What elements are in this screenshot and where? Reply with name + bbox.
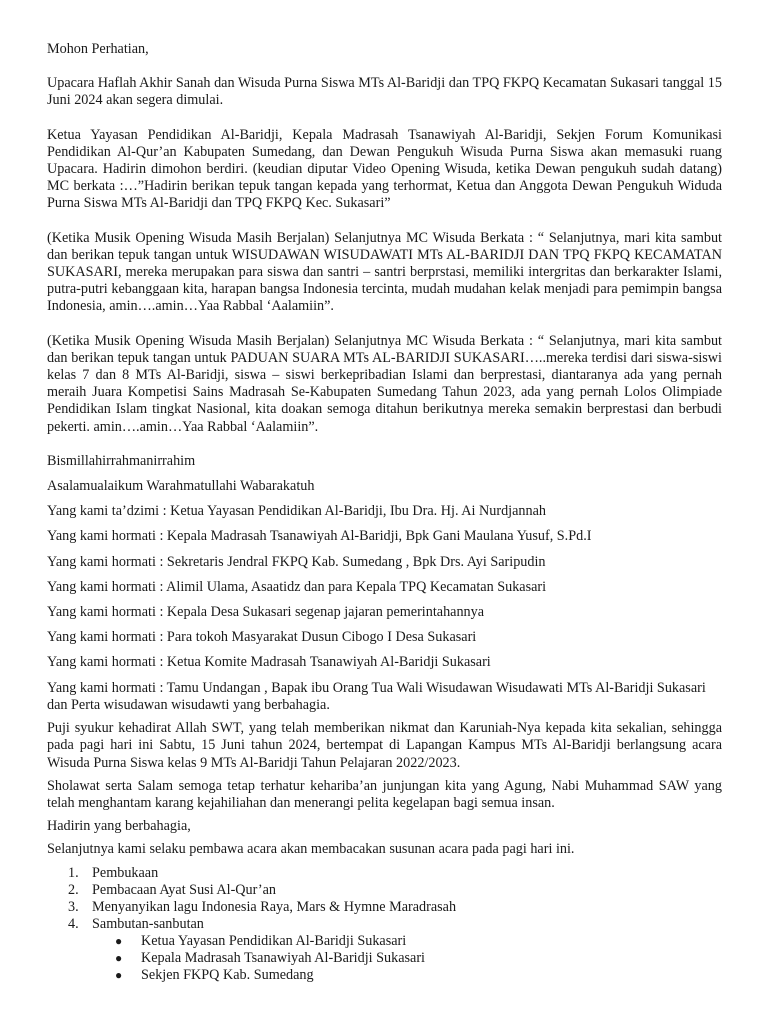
sambutan-item	[92, 933, 722, 950]
agenda-number: 3.	[68, 898, 79, 915]
agenda-number: 2.	[68, 881, 79, 898]
respect-line: Yang kami hormati : Tamu Undangan , Bapak ibu Orang Tua Wali Wisudawan Wisudawati MTs Al-Baridji Sukasari dan Perta wisudawan wisudawti yang berbahagia.	[47, 679, 706, 713]
document-page	[47, 41, 722, 984]
respect-line: Yang kami hormati : Alimil Ulama, Asaatidz dan para Kepala TPQ Kecamatan Sukasari	[47, 578, 547, 595]
respect-line: Yang kami hormati : Kepala Desa Sukasari segenap jajaran pemerintahannya	[47, 604, 485, 621]
agenda-item	[47, 899, 722, 916]
sambutan-item	[92, 950, 722, 967]
respect-line: Yang kami hormati : Kepala Madrasah Tsanawiyah Al-Baridji, Bpk Gani Maulana Yusuf, S.Pd.I	[47, 528, 592, 545]
paragraph-wisudawan-welcome: (Ketika Musik Opening Wisuda Masih Berjalan) Selanjutnya MC Wisuda Berkata : “ Selanjutnya, mari kita sambut dan berikan tepuk tangan untuk WISUDAWAN WISUDAWATI MTs AL-BARIDJI DAN TPQ FKPQ KECAMATAN SUKASARI, mereka merupakan para siswa dan santri – santri berprstasi, memiliki intergritas dan berkarakter Islami, putra-putri kebanggaan kita, harapan bangsa Indonesia tercinta, mudah mudahan kelak menjadi para pemimpin bangsa Indonesia, amin….amin…Yaa Rabbal ‘Aalamiin”.	[47, 229, 722, 315]
bullet-icon: ●	[115, 950, 123, 965]
respect-line: Yang kami ta’dzimi : Ketua Yayasan Pendidikan Al-Baridji, Ibu Dra. Hj. Ai Nurdjannah	[47, 503, 546, 520]
greeting: Mohon Perhatian,	[47, 41, 149, 57]
agenda-list	[47, 865, 722, 984]
agenda-label: Pembacaan Ayat Susi Al-Qur’an	[92, 881, 277, 898]
salam: Asalamualaikum Warahmatullahi Wabarakatuh	[47, 478, 315, 495]
agenda-number: 4.	[68, 915, 79, 932]
paragraph-announcement: Upacara Haflah Akhir Sanah dan Wisuda Purna Siswa MTs Al-Baridji dan TPQ FKPQ Kecamatan Sukasari tanggal 15 Juni 2024 akan segera dimulai.	[47, 75, 722, 109]
sambutan-label: Ketua Yayasan Pendidikan Al-Baridji Sukasari	[141, 932, 407, 949]
agenda-label: Pembukaan	[92, 864, 159, 881]
sambutan-label: Kepala Madrasah Tsanawiyah Al-Baridji Sukasari	[141, 949, 425, 966]
agenda-item	[47, 865, 722, 882]
agenda-label: Sambutan-sanbutan	[92, 915, 204, 932]
bismillah: Bismillahirrahmanirrahim	[47, 452, 196, 469]
sambutan-label: Sekjen FKPQ Kab. Sumedang	[141, 966, 314, 983]
paragraph-susunan-intro: Selanjutnya kami selaku pembawa acara akan membacakan susunan acara pada pagi hari ini.	[47, 841, 575, 858]
agenda-item	[47, 916, 722, 984]
paragraph-choir-welcome: (Ketika Musik Opening Wisuda Masih Berjalan) Selanjutnya MC Wisuda Berkata : “ Selanjutnya, mari kita sambut dan berikan tepuk tangan untuk PADUAN SUARA MTs AL-BARIDJI SUKASARI…..mereka terdisi dari siswa-siswi kelas 7 dan 8 MTs Al-Baridji, siswa – siswi berkepribadian Islami dan berprestasi, diantaranya ada yang pernah meraih Juara Kompetisi Sains Madrasah Se-Kabupaten Sumedang Tahun 2023, ada yang pernah Lolos Olimpiade Pendidikan Islam tingkat Nasional, kita doakan semoga ditahun berikutnya mereka semakin berprestasi dan berbudi pekerti. amin….amin…Yaa Rabbal ‘Aalamiin”.	[47, 332, 722, 435]
bullet-icon: ●	[115, 967, 123, 982]
respect-line: Yang kami hormati : Para tokoh Masyarakat Dusun Cibogo I Desa Sukasari	[47, 629, 477, 646]
paragraph-hadirin: Hadirin yang berbahagia,	[47, 818, 191, 835]
agenda-number: 1.	[68, 864, 79, 881]
sambutan-list	[92, 933, 722, 984]
bullet-icon: ●	[115, 933, 123, 948]
agenda-label: Menyanyikan lagu Indonesia Raya, Mars & Hymne Maradrasah	[92, 898, 457, 915]
sambutan-item	[92, 967, 722, 984]
paragraph-puji-syukur: Puji syukur kehadirat Allah SWT, yang telah memberikan nikmat dan Karuniah-Nya kepada kita sekalian, sehingga pada pagi hari ini Sabtu, 15 Juni tahun 2024, bertempat di Lapangan Kampus MTs Al-Baridji berlangsung acara Wisuda Purna Siswa kelas 9 MTs Al-Baridji Tahun Pelajaran 2022/2023.	[47, 720, 722, 771]
paragraph-dignitaries-entry: Ketua Yayasan Pendidikan Al-Baridji, Kepala Madrasah Tsanawiyah Al-Baridji, Sekjen Forum Komunikasi Pendidikan Al-Qur’an Kabupaten Sumedang, dan Dewan Pengukuh Wisuda Purna Siswa akan memasuki ruang Upacara. Hadirin dimohon berdiri. (keudian diputar Video Opening Wisuda, ketika Dewan pengukuh sudah datang) MC berkata :…”Hadirin berikan tepuk tangan kepada yang terhormat, Ketua dan Anggota Dewan Pengukuh Widuda Purna Siswa MTs Al-Baridji dan TPQ FKPQ Kec. Sukasari”	[47, 126, 722, 212]
agenda-item	[47, 882, 722, 899]
paragraph-sholawat: Sholawat serta Salam semoga tetap terhatur kehariba’an junjungan kita yang Agung, Nabi Muhammad SAW yang telah menghantam karang kejahiliahan dan menerangi pelita kegelapan bagi semua insan.	[47, 777, 722, 811]
respect-line: Yang kami hormati : Sekretaris Jendral FKPQ Kab. Sumedang , Bpk Drs. Ayi Saripudin	[47, 553, 546, 570]
respect-line: Yang kami hormati : Ketua Komite Madrasah Tsanawiyah Al-Baridji Sukasari	[47, 654, 491, 671]
